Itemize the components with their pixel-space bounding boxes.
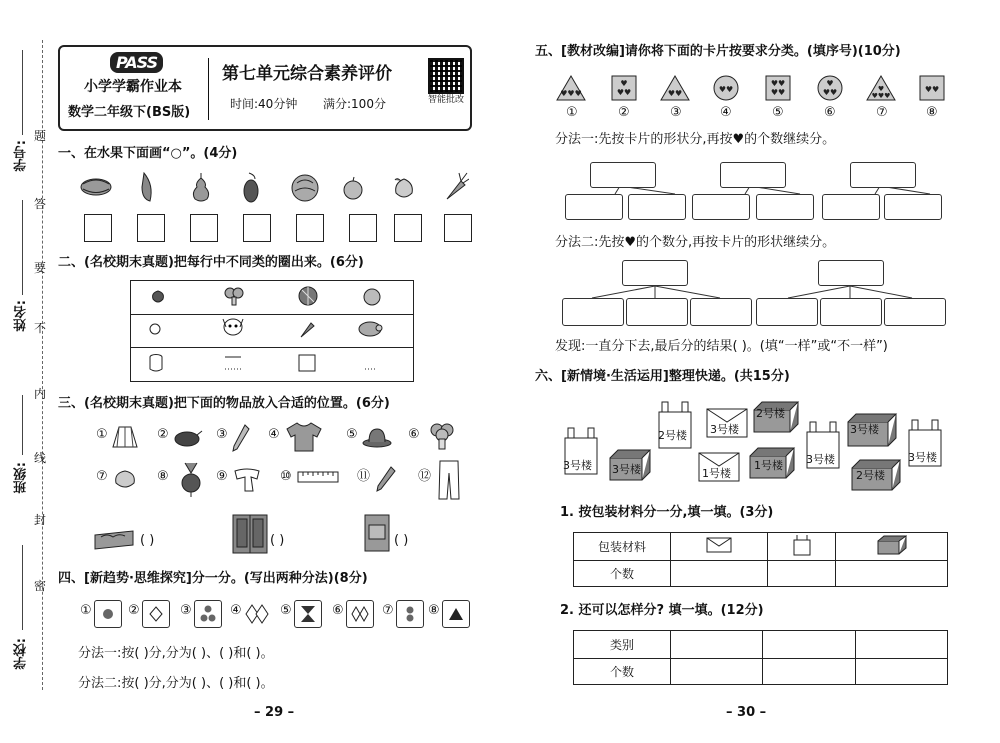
- pen-icon: [372, 464, 398, 496]
- plastic-bag-icon: [656, 398, 694, 450]
- bag-label: 2号楼: [658, 429, 687, 442]
- triangle-card-two-hearts-icon: [660, 74, 690, 102]
- name-blank[interactable]: [22, 200, 23, 295]
- qr-caption: 智能批改: [428, 95, 465, 105]
- vegetable-basket-icon: [92, 526, 136, 552]
- pig-icon[interactable]: [354, 316, 386, 340]
- envelope-label: 1号楼: [702, 467, 731, 480]
- q5-tree1-child[interactable]: [565, 194, 623, 220]
- q6-table-2: [573, 630, 948, 685]
- q1-answer-box[interactable]: [394, 214, 422, 242]
- grade-label: 数学二年级下(BS版): [68, 105, 191, 120]
- seal-char: 要: [34, 261, 47, 275]
- table1-header: 包装材料: [574, 533, 671, 561]
- q4-num: ⑦: [382, 603, 394, 618]
- page-number-right: – 30 –: [726, 705, 767, 720]
- q4-num: ①: [80, 603, 92, 618]
- q4-num: ⑤: [280, 603, 292, 618]
- q5-tree2-child[interactable]: [884, 298, 946, 326]
- answer-cell[interactable]: [671, 659, 763, 685]
- box-label: 2号楼: [856, 469, 885, 482]
- pear-icon: [188, 170, 214, 204]
- q6-sub1-title: 1. 按包装材料分一分,填一填。(3分): [560, 505, 774, 520]
- q5-method-1: 分法一:先按卡片的形状分,再按♥的个数继续分。: [555, 132, 836, 147]
- rectangle-icon[interactable]: [222, 354, 244, 372]
- strawberry-icon[interactable]: [148, 286, 168, 306]
- q1-answer-box[interactable]: [137, 214, 165, 242]
- eggplant-icon: [238, 170, 264, 204]
- bag-label: 3号楼: [908, 451, 937, 464]
- q5-num: ⑧: [926, 105, 938, 120]
- seal-char: 密: [34, 579, 47, 593]
- card-two-diamonds-icon: [244, 600, 270, 628]
- q6-sub2-title: 2. 还可以怎样分? 填一填。(12分): [560, 603, 764, 618]
- id-label: 学号:: [14, 140, 29, 172]
- seal-char: 内: [34, 387, 47, 401]
- broccoli-icon: [428, 420, 456, 452]
- page-number-left: – 29 –: [254, 705, 295, 720]
- q5-method-2: 分法二:先按♥的个数分,再按卡片的形状继续分。: [555, 235, 836, 250]
- q3-num: ②: [157, 427, 169, 442]
- cabbage-icon: [288, 170, 322, 204]
- box-icon: [836, 533, 948, 561]
- q3-num: ③: [216, 427, 228, 442]
- svg-text:♥♥: ♥♥: [924, 85, 940, 94]
- bag-label: 3号楼: [563, 459, 592, 472]
- q1-title: 一、在水果下面画“○”。(4分): [58, 146, 238, 161]
- q4-num: ⑧: [428, 603, 440, 618]
- q1-answer-box[interactable]: [84, 214, 112, 242]
- svg-text:♥: ♥: [620, 79, 628, 88]
- watermelon-icon[interactable]: [296, 284, 320, 308]
- line-icon[interactable]: [360, 356, 380, 372]
- q5-num: ①: [566, 105, 578, 120]
- unit-title: 第七单元综合素养评价: [222, 64, 392, 84]
- svg-text:♥♥: ♥♥: [616, 88, 632, 97]
- q5-num: ②: [618, 105, 630, 120]
- svg-text:♥: ♥: [877, 85, 885, 93]
- svg-text:♥: ♥: [826, 79, 834, 88]
- answer-cell[interactable]: [763, 631, 855, 659]
- seal-char: 线: [34, 451, 47, 465]
- answer-cell[interactable]: [671, 631, 763, 659]
- q5-tree1-parent[interactable]: [720, 162, 786, 188]
- carrot-icon[interactable]: [296, 316, 318, 340]
- peach-icon: [390, 174, 418, 202]
- q4-num: ⑥: [332, 603, 344, 618]
- skirt-icon: [110, 422, 140, 452]
- broccoli-icon[interactable]: [222, 284, 246, 308]
- q2-title: 二、(名校期末真题)把每行中不同类的圈出来。(6分): [58, 255, 364, 270]
- box-label: 2号楼: [756, 407, 785, 420]
- tshirt-icon: [284, 420, 324, 454]
- hat-icon: [360, 424, 394, 450]
- card-circle-icon: [94, 600, 122, 628]
- peach-icon: [110, 464, 140, 492]
- q5-tree2-child[interactable]: [626, 298, 688, 326]
- table2-row-label: 个数: [574, 659, 671, 685]
- card-two-diamonds-icon: [346, 600, 374, 628]
- seal-char: 不: [34, 321, 47, 335]
- q3-num: ⑦: [96, 469, 108, 484]
- triangle-card-three-hearts-icon: [556, 74, 586, 102]
- svg-text:♥♥: ♥♥: [822, 88, 838, 97]
- q6-title: 六、[新情境·生活运用]整理快递。(共15分): [535, 369, 790, 384]
- ruler-icon: [296, 468, 340, 486]
- answer-cell[interactable]: [836, 561, 948, 587]
- q3-num: ⑪: [357, 469, 371, 484]
- q3-num: ⑥: [408, 427, 420, 442]
- peach-icon[interactable]: [360, 284, 384, 308]
- name-label: 姓名:: [14, 300, 29, 332]
- pencil-icon: [230, 422, 252, 454]
- q3-title: 三、(名校期末真题)把下面的物品放入合适的位置。(6分): [58, 396, 390, 411]
- cucumber-icon: [136, 170, 160, 204]
- table2-header: 类别: [574, 631, 671, 659]
- circle-card-two-hearts-icon: [712, 74, 740, 102]
- answer-cell[interactable]: [763, 659, 855, 685]
- envelope-label: 3号楼: [710, 423, 739, 436]
- wardrobe-icon: [230, 512, 270, 556]
- seal-char: 答: [34, 197, 47, 211]
- carrot-icon: [440, 170, 470, 204]
- q3-num: ④: [268, 427, 280, 442]
- q4-title: 四、[新趋势·思维探究]分一分。(写出两种分法)(8分): [58, 571, 368, 586]
- q1-answer-box[interactable]: [190, 214, 218, 242]
- square-card-four-hearts-icon: [764, 74, 792, 102]
- q5-title: 五、[教材改编]请你将下面的卡片按要求分类。(填序号)(10分): [535, 44, 901, 59]
- q4-num: ②: [128, 603, 140, 618]
- basket-answer-paren[interactable]: ( ): [140, 533, 155, 548]
- svg-text:♥♥: ♥♥: [718, 85, 734, 94]
- score-label: 满分:100分: [323, 97, 386, 111]
- q5-tree1-parent[interactable]: [590, 162, 656, 188]
- card-diamond-icon: [142, 600, 170, 628]
- card-hourglass-icon: [294, 600, 322, 628]
- apple-icon: [340, 174, 366, 202]
- class-blank[interactable]: [22, 395, 23, 455]
- square-card-two-hearts-icon: [918, 74, 946, 102]
- banana-icon: [78, 172, 114, 202]
- pants-icon: [436, 458, 462, 502]
- dog-icon[interactable]: [218, 314, 248, 342]
- bag-label: 3号楼: [806, 453, 835, 466]
- q5-num: ④: [720, 105, 732, 120]
- answer-cell[interactable]: [671, 561, 768, 587]
- time-label: 时间:40分钟: [230, 97, 298, 111]
- schoolbag-answer-paren[interactable]: ( ): [394, 533, 409, 548]
- q3-num: ⑨: [216, 469, 228, 484]
- q5-num: ⑦: [876, 105, 888, 120]
- pass-logo: PASS: [110, 52, 163, 73]
- q5-tree2-child[interactable]: [756, 298, 818, 326]
- q4-num: ③: [180, 603, 192, 618]
- svg-text:♥♥♥: ♥♥♥: [871, 92, 891, 100]
- cylinder-icon[interactable]: [146, 352, 166, 374]
- q1-answer-box[interactable]: [349, 214, 377, 242]
- svg-text:♥♥: ♥♥: [770, 88, 786, 97]
- box-label: 3号楼: [612, 463, 641, 476]
- q5-num: ③: [670, 105, 682, 120]
- q5-tree2-child[interactable]: [820, 298, 882, 326]
- answer-cell[interactable]: [855, 659, 947, 685]
- triangle-card-four-hearts-icon: [866, 74, 896, 102]
- answer-cell[interactable]: [768, 561, 836, 587]
- qr-code-icon[interactable]: [428, 58, 464, 94]
- box-label: 1号楼: [754, 459, 783, 472]
- card-three-circles-icon: [194, 600, 222, 628]
- header-divider: [208, 58, 209, 120]
- q5-tree1-child[interactable]: [884, 194, 942, 220]
- plastic-bag-icon: [768, 533, 836, 561]
- q4-num: ④: [230, 603, 242, 618]
- id-blank[interactable]: [22, 50, 23, 135]
- square-card-three-hearts-icon: [610, 74, 638, 102]
- book-title: 小学学霸作业本: [84, 79, 182, 95]
- envelope-icon: [671, 533, 768, 561]
- q4-method-2[interactable]: 分法二:按( )分,分为( )、( )和( )。: [78, 676, 274, 691]
- q5-tree2-parent[interactable]: [622, 260, 688, 286]
- card-triangle-icon: [442, 600, 470, 628]
- q5-num: ⑥: [824, 105, 836, 120]
- square-icon[interactable]: [296, 352, 318, 374]
- q3-num: ⑫: [418, 469, 432, 484]
- q5-num: ⑤: [772, 105, 784, 120]
- q5-tree1-child[interactable]: [628, 194, 686, 220]
- snail-icon[interactable]: [146, 318, 166, 338]
- card-two-circles-icon: [396, 600, 424, 628]
- school-blank[interactable]: [22, 545, 23, 630]
- q5-tree1-child[interactable]: [692, 194, 750, 220]
- q5-tree1-child[interactable]: [756, 194, 814, 220]
- circle-card-three-hearts-icon: [816, 74, 844, 102]
- class-label: 班级:: [14, 462, 29, 494]
- radish-icon: [176, 460, 206, 500]
- seal-char: 封: [34, 513, 47, 527]
- q5-finding[interactable]: 发现:一直分下去,最后分的结果( )。(填“一样”或“不一样”): [555, 339, 888, 354]
- q3-num: ①: [96, 427, 108, 442]
- q3-num: ⑧: [157, 469, 169, 484]
- seal-char: 题: [34, 129, 47, 143]
- scarf-icon: [230, 464, 264, 494]
- q4-method-1[interactable]: 分法一:按( )分,分为( )、( )和( )。: [78, 646, 274, 661]
- q5-tree2-child[interactable]: [562, 298, 624, 326]
- q1-answer-box[interactable]: [444, 214, 472, 242]
- school-label: 学校:: [14, 638, 29, 670]
- q1-answer-box[interactable]: [243, 214, 271, 242]
- table1-row-label: 个数: [574, 561, 671, 587]
- eggplant-icon: [170, 426, 204, 450]
- q3-num: ⑤: [346, 427, 358, 442]
- q5-tree1-child[interactable]: [822, 194, 880, 220]
- svg-text:♥♥: ♥♥: [770, 79, 786, 88]
- svg-text:♥♥♥: ♥♥♥: [560, 89, 582, 98]
- q3-num: ⑩: [280, 469, 292, 484]
- q1-answer-box[interactable]: [296, 214, 324, 242]
- schoolbag-icon: [360, 510, 394, 556]
- q5-tree1-parent[interactable]: [850, 162, 916, 188]
- box-label: 3号楼: [850, 423, 879, 436]
- answer-cell[interactable]: [855, 631, 947, 659]
- q5-tree2-child[interactable]: [690, 298, 752, 326]
- q6-table-1: [573, 532, 948, 587]
- svg-text:♥♥: ♥♥: [667, 89, 683, 98]
- q5-tree2-parent[interactable]: [818, 260, 884, 286]
- wardrobe-answer-paren[interactable]: ( ): [270, 533, 285, 548]
